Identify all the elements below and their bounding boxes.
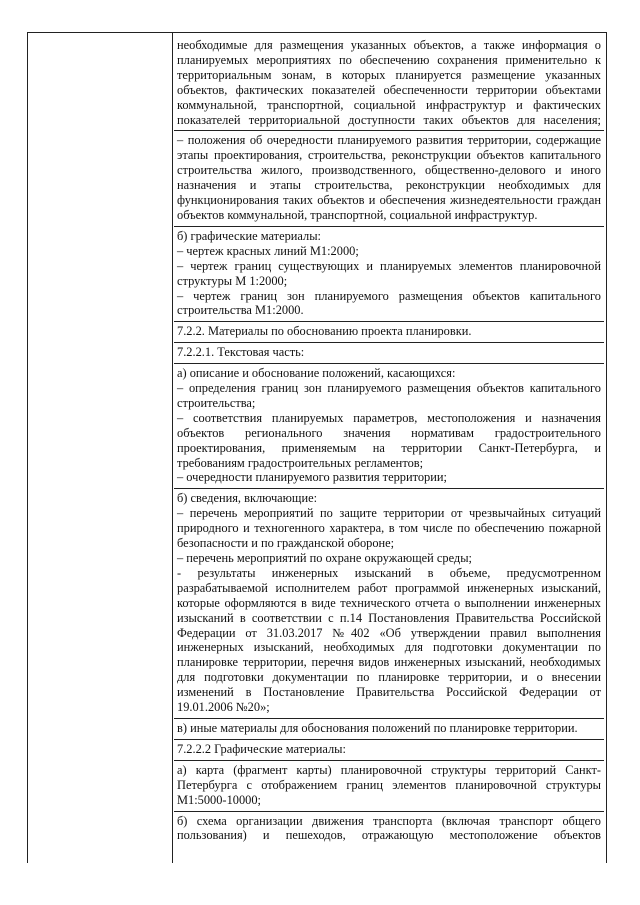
row-divider [174,718,604,719]
section-heading-7-2-2-1: 7.2.2.1. Текстовая часть: [177,345,305,360]
list-item-zones: – чертеж границ зон планируемого размещения объектов капитального строительства М1:2000. [177,288,601,318]
section-heading-7-2-2-2: 7.2.2.2 Графические материалы: [177,741,346,756]
section-heading-7-2-2: 7.2.2. Материалы по обоснованию проекта планировки. [177,324,472,339]
row-divider [174,488,604,489]
list-item-environment: – перечень мероприятий по охране окружающей среды; [177,551,472,565]
paragraph-intro: необходимые для размещения указанных объектов, а также информация о планируемых мероприятиях по обеспечению сохранения применительно к территориальным зонам, в которых планируется размещение указанных объектов, фактических показателей обеспеченности территории объектами коммунальной, транспортной, социальной инфраструктур и фактических показателей территориальной доступности таких объектов для населения; [177,38,601,127]
table-left-border [27,32,28,863]
list-item-development-order: – очередности планируемого развития территории; [177,470,447,485]
row-divider [174,342,604,343]
list-item-planning-elements: – чертеж границ существующих и планируемых элементов планировочной структуры М 1:2000; [177,258,601,288]
row-divider [174,811,604,812]
row-divider [174,363,604,364]
paragraph-information-heading: б) сведения, включающие: [177,491,318,506]
row-divider [174,226,604,227]
paragraph-other-materials: в) иные материалы для обоснования положений по планировке территории. [177,720,578,735]
row-divider [174,321,604,322]
table-text-cell [177,38,601,843]
list-item-red-lines: – чертеж красных линий М1:2000; [177,243,359,258]
table-column-divider [172,32,173,863]
table-right-border [606,32,607,863]
row-divider [174,760,604,761]
list-item-zone-boundaries: – определения границ зон планируемого размещения объектов капитального строительства; [177,381,601,410]
list-item-emergency-measures: – перечень мероприятий по защите территории от чрезвычайных ситуаций природного и техногенного характера, в том числе по обеспечению пожарной безопасности и по гражданской обороне; [177,506,601,551]
paragraph-description-heading: а) описание и обоснование положений, касающихся: [177,366,456,381]
row-divider [174,739,604,740]
row-divider [174,130,604,131]
paragraph-graphic-materials-heading: б) графические материалы: [177,228,321,243]
list-item-engineering-surveys: - результаты инженерных изысканий в объеме, предусмотренном разрабатываемой исполнителем работ программой инженерных изысканий, которые оформляются в виде технического отчета о выполнении инженерных изысканий в соответствии с п.14 Постановления Правительства Российской Федерации от 31.03.2017 №402 «Об утверждении правил выполнения инженерных изысканий, необходимых для подготовки документации по планировке территории, перечня видов инженерных изысканий, необходимых для подготовки документации по планировке территории, и о внесении изменений в Постановление Правительства Российской Федерации от 19.01.2006 №20»; [177,565,601,715]
table-top-border [27,32,607,33]
paragraph-development-stages: – положения об очередности планируемого развития территории, содержащие этапы проектирования, строительства, реконструкции объектов капитального строительства жилого, производственного, общественно-делового и иного назначения и этапы строительства, реконструкции необходимых для функционирования таких объектов и обеспечения жизнедеятельности граждан объектов коммунальной, транспортной, социальной инфраструктур. [177,133,601,222]
list-item-planning-map: а) карта (фрагмент карты) планировочной структуры территорий Санкт-Петербурга с отображением границ элементов планировочной структуры М1:5000-10000; [177,762,601,807]
list-item-traffic-scheme: б) схема организации движения транспорта (включая транспорт общего пользования) и пешеходов, отражающую местоположение объектов [177,813,601,843]
list-item-parameters-compliance: – соответствия планируемых параметров, местоположения и назначения объектов регионального значения нормативам градостроительного проектирования, применяемым на территории Санкт-Петербурга, и требованиям градостроительных регламентов; [177,410,601,470]
